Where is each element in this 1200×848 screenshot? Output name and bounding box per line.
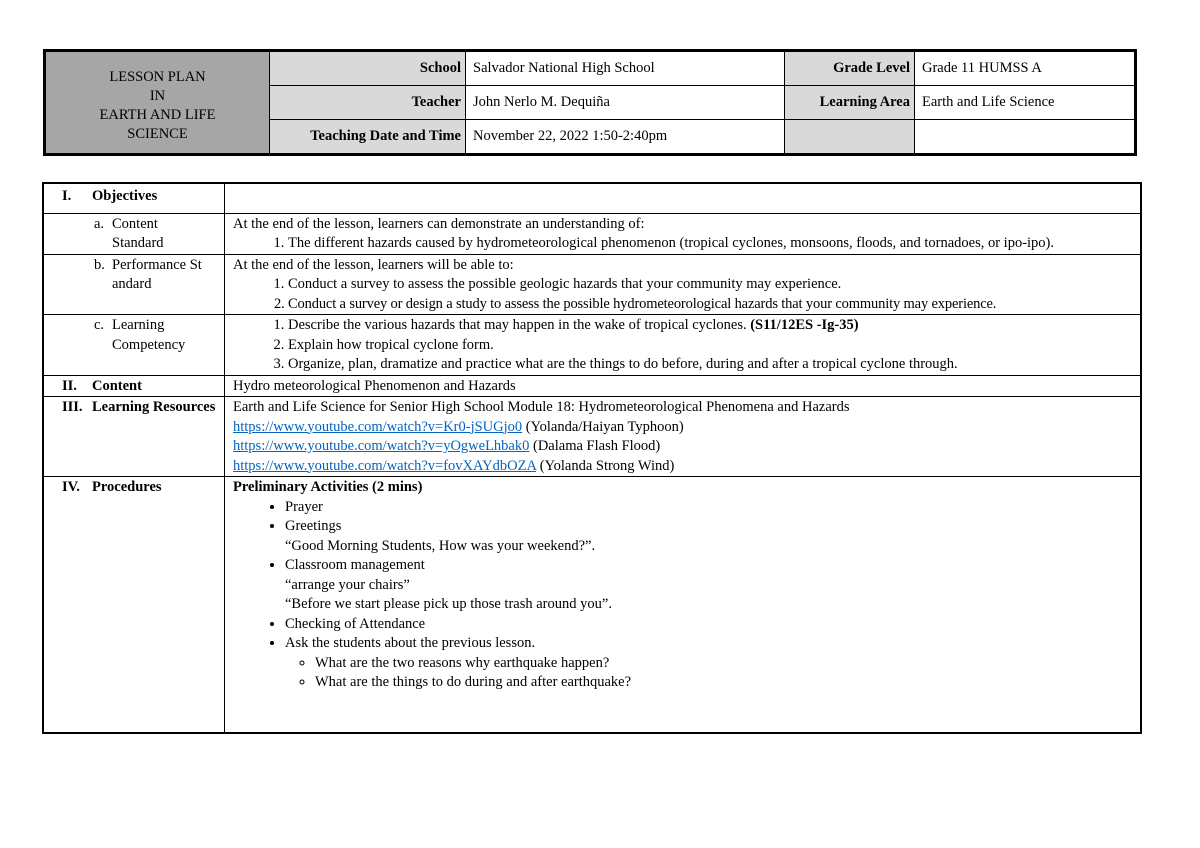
list-item [285,517,1134,556]
greetings-quote: “Good Morning Students, How was your weekend?”. [285,537,596,554]
objectives-num: I. [62,188,72,204]
list-item: ◦ What are the things to do during and after earthquake? [315,673,1134,693]
performance-standard-body [225,254,1142,315]
empty-value-cell [915,120,1136,155]
title-line-3: EARTH AND LIFE [99,106,216,123]
list-item: 1. The different hazards caused by hydrometeorological phenomenon (tropical cyclones, monsoons, floods, and tornadoes, or ipo-ipo). [288,234,1134,254]
procedures-body [225,477,1142,733]
resource-link-row [233,457,1134,477]
list-item: • Checking of Attendance [285,615,1134,635]
performance-standard-list [233,275,1134,314]
objectives-value [225,183,1142,213]
list-item [285,556,1134,615]
content-num: II. [62,377,77,394]
content-standard-intro: At the end of the lesson, learners can demonstrate an understanding of: [233,215,645,232]
content-standard-heading [43,213,225,254]
list-item: ◦ What are the two reasons why earthquake happen? [315,654,1134,674]
link-note-2: (Dalama Flash Flood) [533,438,661,454]
youtube-link-1[interactable]: https://www.youtube.com/watch?v=Kr0-jSUGjo0 [233,418,523,435]
title-line-2: IN [149,87,166,104]
list-item [285,634,1134,693]
learning-competency-list [233,316,1134,375]
lesson-plan-title [45,51,270,155]
list-item [288,316,1134,336]
school-label: School [270,51,466,86]
lesson-body-table [42,182,1142,734]
ask-label: • Ask the students about the previous lesson. [285,635,536,651]
grade-level-label: Grade Level [785,51,915,86]
module-reference: Earth and Life Science for Senior High School Module 18: Hydrometeorological Phenomena and Hazards [233,399,850,415]
procedures-label: Procedures [92,479,162,495]
learning-competency-body [225,315,1142,376]
performance-standard-letter: b. [94,256,105,273]
performance-standard-label: Performance Standard [112,256,202,292]
preliminary-activities-list [233,498,1134,693]
classroom-quote-1: “arrange your chairs” [285,576,410,593]
resources-num: III. [62,399,83,415]
content-standard-letter: a. [94,215,105,232]
content-standard-body [225,213,1142,254]
competency-item-1: Describe the various hazards that may happen in the wake of tropical cyclones. [288,317,747,333]
content-standard-label: Content Standard [112,215,164,251]
content-standard-list [233,234,1134,254]
learning-resources-body [225,397,1142,477]
classroom-quote-2: “Before we start please pick up those trash around you”. [285,596,612,612]
learning-area-label: Learning Area [785,86,915,120]
performance-standard-heading [43,254,225,315]
resource-link-row [233,418,1134,438]
title-line-4: SCIENCE [127,125,188,142]
title-line-1: LESSON PLAN [109,68,206,85]
content-heading [43,375,225,397]
learning-resources-heading [43,397,225,477]
procedures-heading [43,477,225,733]
performance-standard-intro: At the end of the lesson, learners will be able to: [233,256,514,273]
preliminary-activities-heading: Preliminary Activities (2 mins) [233,479,423,495]
learning-area-value: Earth and Life Science [915,86,1136,120]
teaching-date-label: Teaching Date and Time [270,120,466,155]
lesson-header-table [43,49,1137,156]
school-value: Salvador National High School [466,51,785,86]
grade-level-value: Grade 11 HUMSS A [915,51,1136,86]
link-note-3: (Yolanda Strong Wind) [539,457,675,474]
youtube-link-3[interactable]: https://www.youtube.com/watch?v=fovXAYdbOZA [233,457,537,474]
list-item: • Prayer [285,498,1134,518]
greetings-label: • Greetings [285,518,342,534]
list-item: 2. Conduct a survey or design a study to assess the possible hydrometeorological hazards that your community may experience. [288,295,1134,315]
previous-lesson-questions [285,654,1134,693]
learning-competency-heading [43,315,225,376]
youtube-link-2[interactable]: https://www.youtube.com/watch?v=yOgweLhbak0 [233,438,530,454]
content-value: Hydro meteorological Phenomenon and Hazards [225,375,1142,397]
content-label: Content [92,377,142,394]
teacher-value: John Nerlo M. Dequiña [466,86,785,120]
objectives-label: Objectives [92,188,158,204]
teacher-label: Teacher [270,86,466,120]
list-item: 1. Conduct a survey to assess the possible geologic hazards that your community may experience. [288,275,1134,295]
list-item: 2. Explain how tropical cyclone form. [288,336,1134,356]
objectives-heading [43,183,225,213]
teaching-date-value: November 22, 2022 1:50-2:40pm [466,120,785,155]
link-note-1: (Yolanda/Haiyan Typhoon) [525,418,684,435]
learning-competency-letter: c. [94,317,105,333]
empty-label-cell [785,120,915,155]
resource-link-row [233,437,1134,457]
learning-competency-label: Learning Competency [112,317,186,353]
classroom-label: • Classroom management [285,557,425,573]
competency-code: (S11/12ES -Ig-35) [750,317,859,333]
list-item: 3. Organize, plan, dramatize and practice what are the things to do before, during and after a tropical cyclone through. [288,355,1134,375]
procedures-num: IV. [62,479,80,495]
resources-label: Learning Resources [92,399,216,415]
